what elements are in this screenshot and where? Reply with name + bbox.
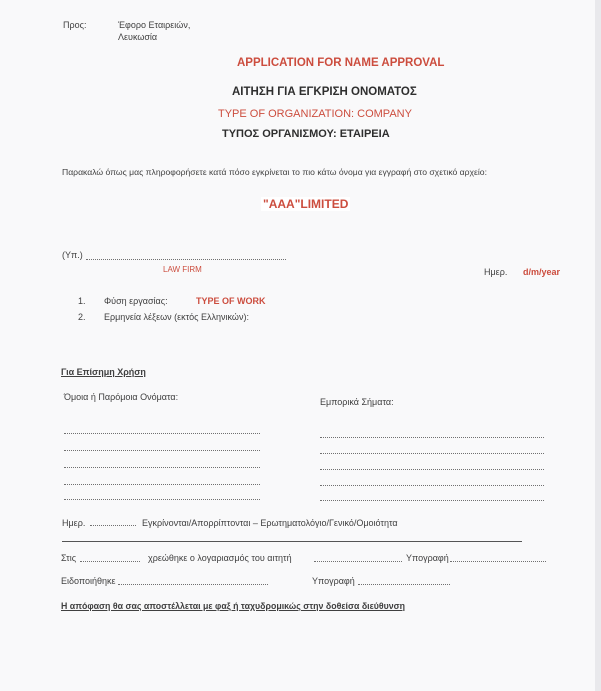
item-1-number: 1. (78, 296, 86, 306)
page-edge-shadow (595, 0, 601, 691)
trademarks-line (320, 453, 544, 454)
item-2-label: Ερμηνεία λέξεων (εκτός Ελληνικών): (104, 312, 249, 322)
notified-line (118, 584, 268, 585)
org-type-english: TYPE OF ORGANIZATION: COMPANY (218, 108, 412, 120)
charge-prefix: Στις (61, 553, 77, 563)
decision-text: Εγκρίνονται/Απορρίπτονται – Ερωτηματολόγιο/Γενικό/Ομοιότητα (142, 518, 398, 528)
charge-amount-line (314, 561, 402, 562)
trademarks-line (320, 437, 544, 438)
title-greek: ΑΙΤΗΣΗ ΓΙΑ ΕΓΚΡΙΣΗ ΟΝΟΜΑΤΟΣ (232, 86, 417, 98)
request-text: Παρακαλώ όπως μας πληροφορήσετε κατά πόσο εγκρίνεται το πιο κάτω όνομα για εγγραφή στο σχετικό αρχείο: (62, 167, 487, 177)
item-2-number: 2. (78, 312, 86, 322)
org-type-greek: ΤΥΠΟΣ ΟΡΓΑΝΙΣΜΟΥ: ΕΤΑΙΡΕΙΑ (222, 128, 390, 140)
similar-names-label: Όμοια ή Παρόμοια Ονόματα: (64, 392, 179, 402)
trademarks-line (320, 485, 544, 486)
notified-label: Ειδοποιήθηκε (61, 576, 116, 586)
similar-names-line (64, 467, 260, 468)
charge-text: χρεώθηκε ο λογαριασμός του αιτητή (148, 553, 292, 563)
signature-line-1 (450, 561, 546, 562)
charge-date-line (80, 561, 140, 562)
trademarks-line (320, 500, 544, 501)
official-use-heading: Για Επίσημη Χρήση (61, 367, 146, 377)
to-label: Προς: (63, 20, 87, 30)
similar-names-line (64, 450, 260, 451)
trademarks-line (320, 469, 544, 470)
footer-note: Η απόφαση θα σας αποστέλλεται με φαξ ή ταχυδρομικώς στην δοθείσα διεύθυνση (61, 601, 406, 611)
similar-names-line (64, 499, 260, 500)
decision-date-label: Ημερ. (62, 518, 86, 528)
similar-names-line (64, 484, 260, 485)
date-label: Ημερ. (484, 267, 508, 277)
signature-label-2: Υπογραφή (312, 576, 355, 586)
decision-date-line (90, 525, 136, 526)
addressee-line2: Λευκωσία (118, 32, 158, 42)
item-1-value: TYPE OF WORK (196, 296, 266, 306)
date-value: d/m/year (523, 267, 561, 277)
signatory-name: LAW FIRM (163, 265, 202, 274)
similar-names-line (64, 433, 260, 434)
addressee-line1: Έφορο Εταιρειών, (118, 20, 191, 30)
signature-label: (Υπ.) (62, 250, 83, 260)
trademarks-label: Εμπορικά Σήματα: (320, 397, 394, 407)
signature-line-2 (358, 584, 450, 585)
signature-label-1: Υπογραφή (406, 553, 449, 563)
title-english: APPLICATION FOR NAME APPROVAL (237, 57, 445, 69)
signature-dotted-line (86, 259, 286, 260)
section-divider (62, 541, 522, 542)
company-name: "AAA"LIMITED (263, 197, 349, 211)
item-1-label: Φύση εργασίας: (104, 296, 168, 306)
